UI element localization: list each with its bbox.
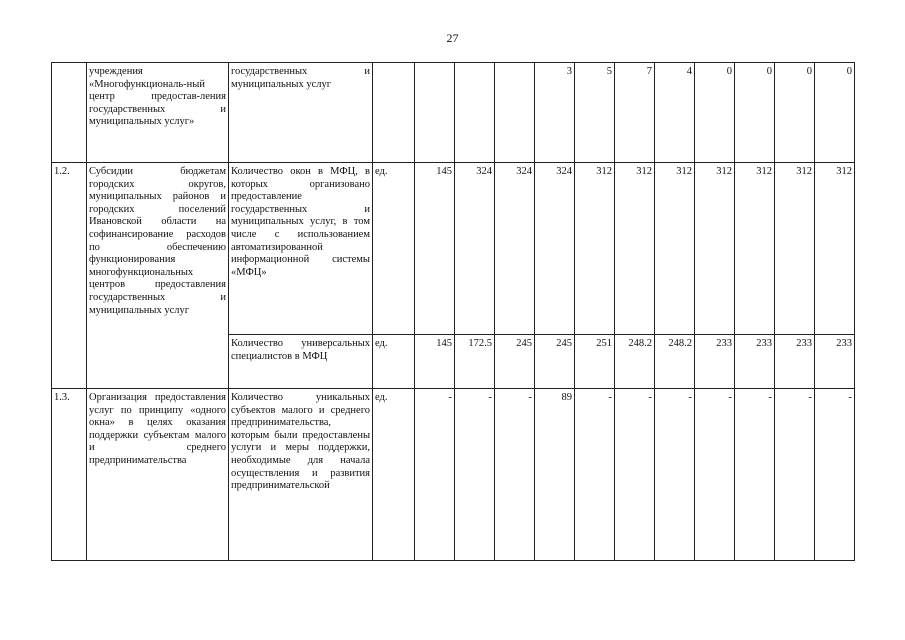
value-cell: - (775, 389, 815, 561)
value-cell: 7 (615, 63, 655, 163)
page-number: 27 (446, 31, 459, 45)
value-cell: 0 (695, 63, 735, 163)
value-cell: 233 (695, 335, 735, 389)
value-cell: 312 (775, 163, 815, 335)
program-indicators-table (51, 62, 855, 561)
indicator-name: Количество универсальных специалистов в МФЦ (229, 335, 373, 389)
row-index: 1.2. (52, 163, 87, 389)
event-name: учреждения «Многофункциональ-ный центр предостав-ления государственных и муниципальных услуг» (87, 63, 229, 163)
value-cell: 233 (775, 335, 815, 389)
value-cell (455, 63, 495, 163)
value-cell: 0 (735, 63, 775, 163)
indicator-unit (373, 63, 415, 163)
value-cell: 0 (775, 63, 815, 163)
value-cell: 233 (735, 335, 775, 389)
row-index (52, 63, 87, 163)
value-cell: 0 (815, 63, 855, 163)
indicator-name: государственных и муниципальных услуг (229, 63, 373, 163)
value-cell: 233 (815, 335, 855, 389)
value-cell: 312 (655, 163, 695, 335)
value-cell: 312 (735, 163, 775, 335)
value-cell: 3 (535, 63, 575, 163)
indicator-unit: ед. (373, 163, 415, 335)
value-cell: - (455, 389, 495, 561)
indicator-unit: ед. (373, 389, 415, 561)
value-cell: - (815, 389, 855, 561)
row-index: 1.3. (52, 389, 87, 561)
value-cell: 324 (535, 163, 575, 335)
value-cell: 5 (575, 63, 615, 163)
value-cell (415, 63, 455, 163)
value-cell: 4 (655, 63, 695, 163)
value-cell: - (655, 389, 695, 561)
event-name: Субсидии бюджетам городских округов, муниципальных районов и городских поселений Ивановской области на софинансирование расходов по обеспечению функционирования многофункциональных центров предоставления государственных и муниципальных услуг (87, 163, 229, 389)
table-row (52, 389, 855, 561)
indicator-unit: ед. (373, 335, 415, 389)
indicator-name: Количество окон в МФЦ, в которых организовано предоставление государственных и муниципальных услуг, в том числе с использованием автоматизированной информационной системы «МФЦ» (229, 163, 373, 335)
event-name: Организация предоставления услуг по принципу «одного окна» в целях оказания поддержки субъектам малого и среднего предпринимательства (87, 389, 229, 561)
value-cell: 312 (815, 163, 855, 335)
table-row (52, 63, 855, 163)
value-cell: 145 (415, 163, 455, 335)
value-cell: - (735, 389, 775, 561)
value-cell: - (615, 389, 655, 561)
value-cell: - (495, 389, 535, 561)
value-cell: - (415, 389, 455, 561)
value-cell: 251 (575, 335, 615, 389)
value-cell: - (575, 389, 615, 561)
value-cell: 89 (535, 389, 575, 561)
value-cell: 145 (415, 335, 455, 389)
indicator-name: Количество уникальных субъектов малого и среднего предпринимательства, которым были предоставлены услуги и меры поддержки, необходимые для начала осуществления и развития предпринимательской (229, 389, 373, 561)
value-cell: - (695, 389, 735, 561)
value-cell: 172.5 (455, 335, 495, 389)
value-cell: 324 (495, 163, 535, 335)
value-cell: 248.2 (615, 335, 655, 389)
value-cell: 312 (695, 163, 735, 335)
value-cell: 245 (495, 335, 535, 389)
table-row (52, 163, 855, 335)
value-cell: 245 (535, 335, 575, 389)
value-cell: 324 (455, 163, 495, 335)
value-cell: 312 (575, 163, 615, 335)
value-cell: 312 (615, 163, 655, 335)
value-cell: 248.2 (655, 335, 695, 389)
value-cell (495, 63, 535, 163)
